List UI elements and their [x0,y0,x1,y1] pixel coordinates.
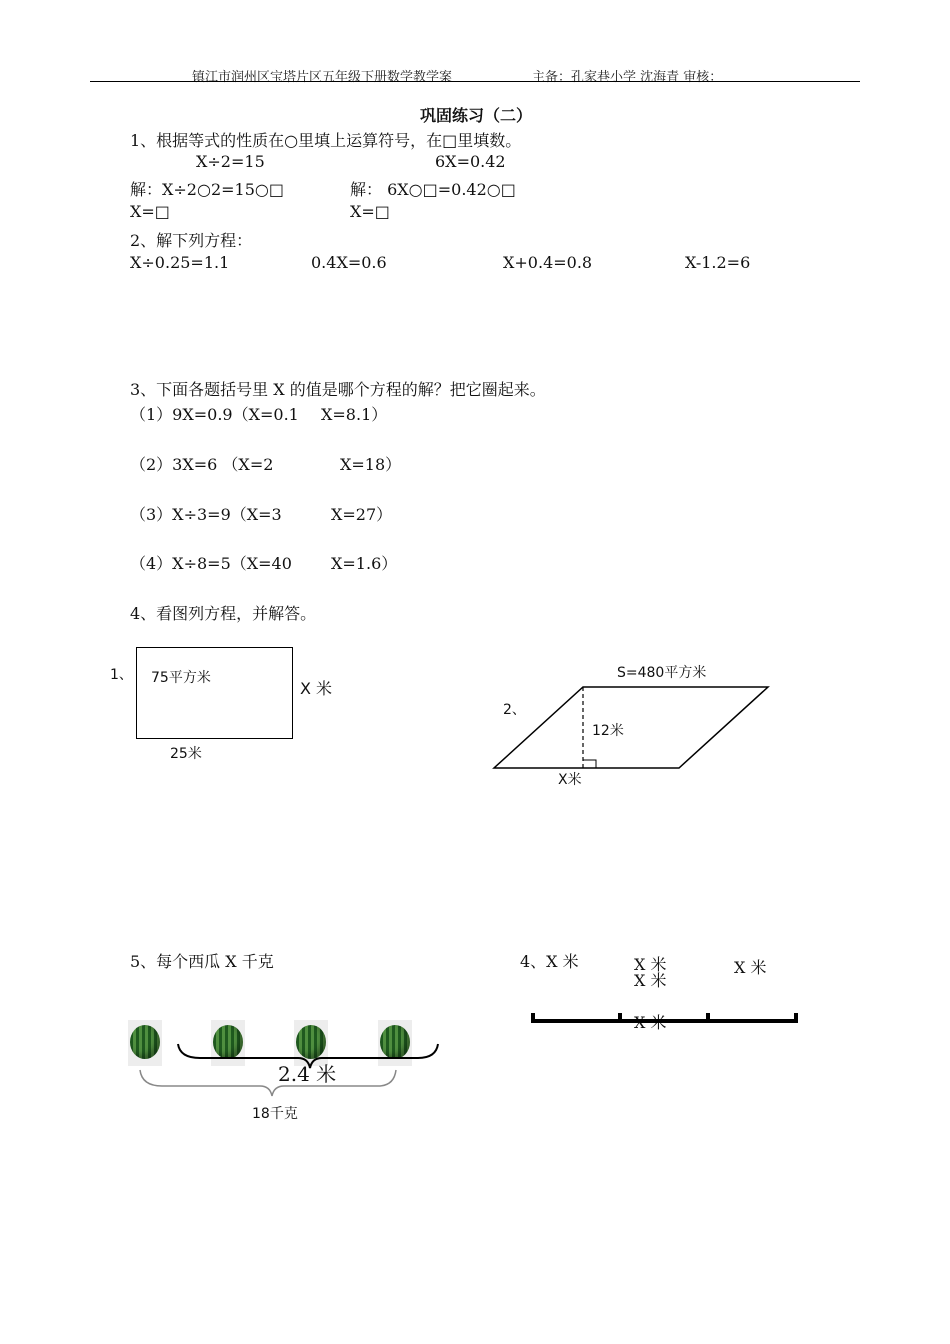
q2-prompt: 2、解下列方程： [130,231,253,250]
q1-answer-b: X=□ [350,202,390,221]
header-left: 镇江市润州区宝塔片区五年级下册数学教学案 [192,70,453,85]
q3-item-3: （3）X÷3=9（X=3 [130,505,282,524]
fig1-side-label: X 米 [300,679,333,698]
q1-prompt: 1、根据等式的性质在○里填上运算符号，在□里填数。 [130,131,522,150]
q5-total-label: 18千克 [252,1106,298,1122]
q3-item-4: （4）X÷8=5（X=40 [130,554,292,573]
q1-equation-a: X÷2=15 [196,152,265,171]
fig4-seg-b-label: X 米 [734,958,767,977]
q3-item-4-alt: X=1.6） [331,554,398,573]
q1-equation-b: 6X=0.42 [435,152,506,171]
fig4-seg-a-label: X 米 [634,955,667,974]
q5-length-label: 2.4 米 [278,1062,337,1086]
q3-item-2-alt: X=18） [340,455,402,474]
q3-item-1-alt: X=8.1） [321,405,388,424]
header-rule [90,81,860,82]
fig4-number: 4、X 米 [520,952,579,971]
q2-equation-1: X÷0.25=1.1 [130,253,230,272]
fig1-number: 1、 [110,667,133,683]
fig1-rectangle [136,647,293,739]
q4-prompt: 4、看图列方程，并解答。 [130,604,317,623]
q1-answer-a: X=□ [130,202,170,221]
watermelon-icon [211,1020,245,1066]
q2-equation-2: 0.4X=0.6 [311,253,387,272]
q3-item-3-alt: X=27） [331,505,393,524]
fig4-seg-c-label: X 米 [634,1013,667,1032]
fig2-base-label: X米 [558,772,582,788]
fig4-seg-a-label-clipped: X 米 [634,971,667,990]
fig2-number: 2、 [503,702,526,718]
page-title: 巩固练习（二） [420,106,533,125]
header-right: 主备：孔家巷小学 沈海青 审核： [532,70,723,85]
watermelon-icon [378,1020,412,1066]
q1-solution-b: 解： 6X○□=0.42○□ [350,180,516,199]
fig2-height-label: 12米 [592,723,624,739]
q3-item-1: （1）9X=0.9（X=0.1 [130,405,299,424]
fig1-base-label: 25米 [170,746,202,762]
q3-prompt: 3、下面各题括号里 X 的值是哪个方程的解？把它圈起来。 [130,380,546,399]
fig2-area-label: S=480平方米 [617,665,707,681]
watermelon-icon [128,1020,162,1066]
q2-equation-4: X-1.2=6 [685,253,751,272]
fig1-area-label: 75平方米 [151,670,211,686]
q3-item-2: （2）3X=6 （X=2 [130,455,274,474]
q1-solution-a: 解：X÷2○2=15○□ [130,180,284,199]
q5-prompt: 5、每个西瓜 X 千克 [130,952,274,971]
q2-equation-3: X+0.4=0.8 [503,253,593,272]
